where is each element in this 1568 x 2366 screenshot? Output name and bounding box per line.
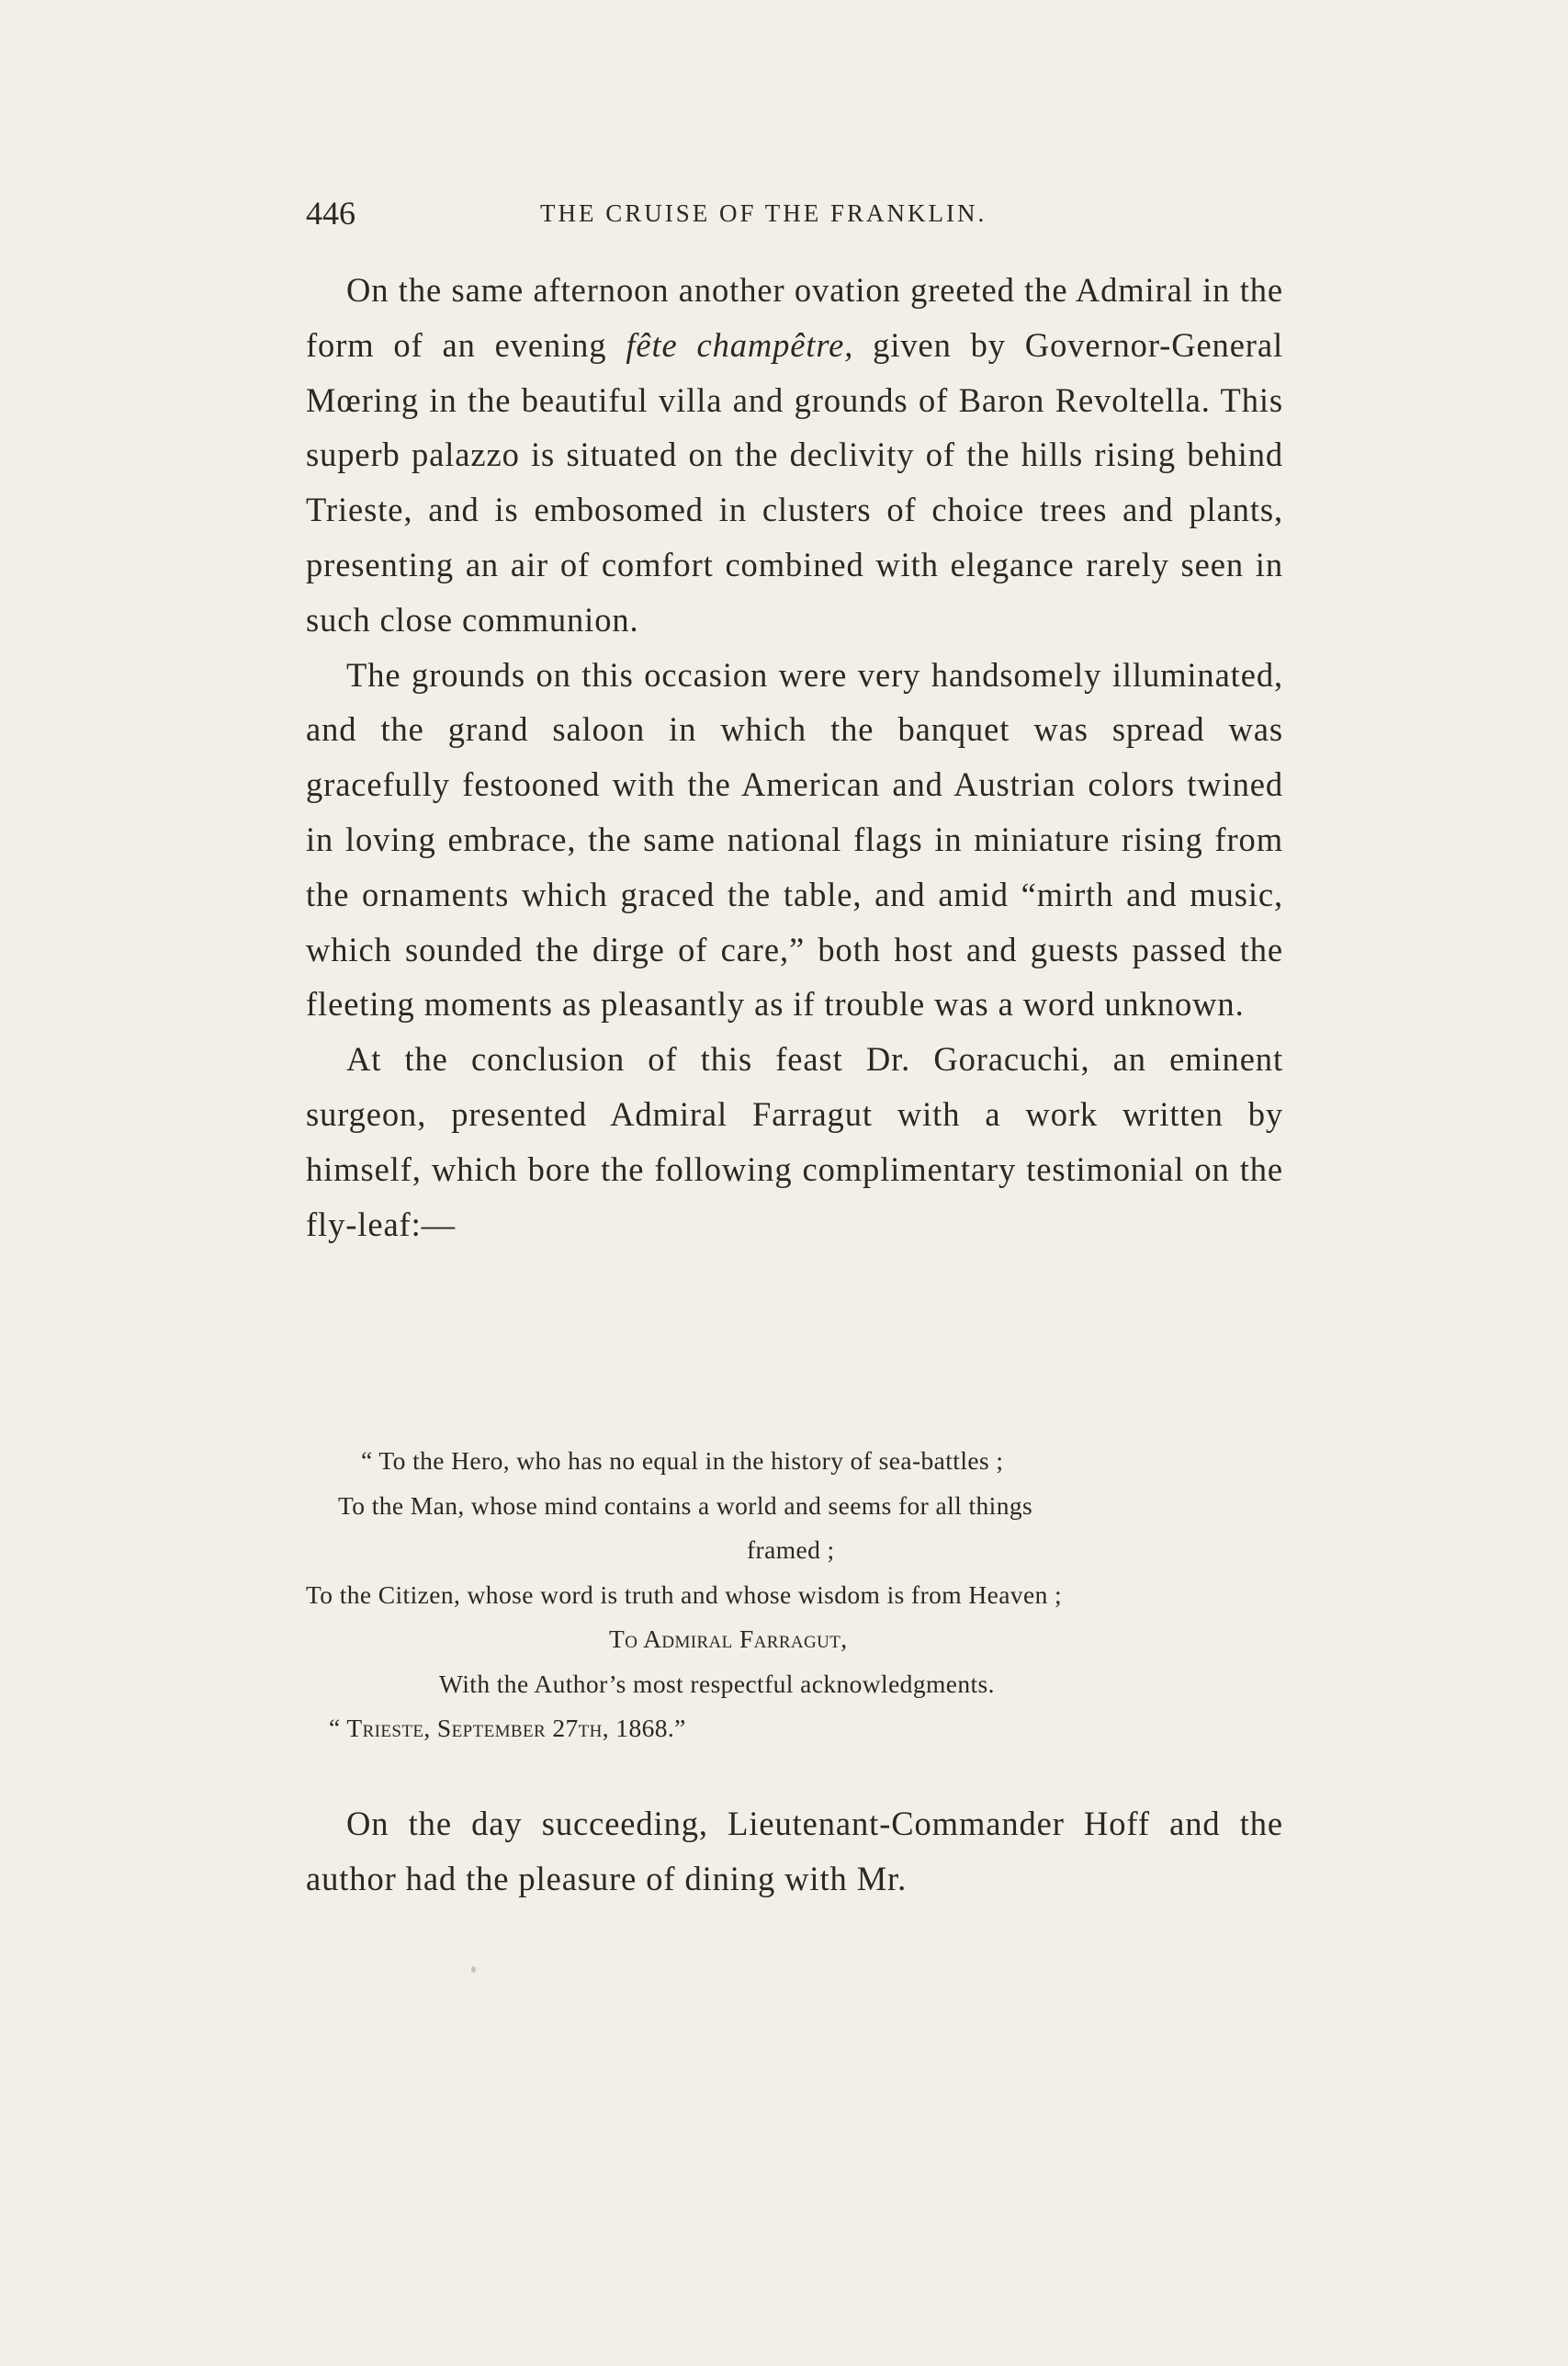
paragraph-3: At the conclusion of this feast Dr. Goracuchi, an eminent surgeon, presented Admiral Farragut with a work written by himself, which bore the following complimentary testimonial on the fly-leaf:—: [306, 1040, 1283, 1243]
paragraph-4: On the day succeeding, Lieutenant-Commander Hoff and the author had the pleasure of dining with Mr.: [306, 1805, 1283, 1897]
closing-text: [306, 1796, 1283, 1907]
quote-line-4: To the Citizen, whose word is truth and whose wisdom is from Heaven ;: [306, 1579, 1063, 1609]
quote-line-6: With the Author’s most respectful acknowledgments.: [439, 1669, 995, 1698]
paragraph-1-italic-phrase: fête champêtre,: [626, 325, 854, 364]
page-number: 446: [306, 195, 355, 232]
quote-line-7: “ Trieste, September 27th, 1868.”: [329, 1714, 686, 1742]
main-text: [306, 263, 1283, 1251]
quote-line-1: “ To the Hero, who has no equal in the history of sea-battles ;: [361, 1446, 1004, 1475]
paragraph-2: The grounds on this occasion were very handsomely illuminated, and the grand saloon in which the banquet was spread was gracefully festooned with the American and Austrian colors twined in loving embrace, the same national flags in miniature rising from the ornaments which graced the table, and amid “mirth and music, which sounded the dirge of care,” both host and guests passed the fleeting moments as pleasantly as if trouble was a word unknown.: [306, 655, 1283, 1024]
page-header: [306, 195, 1283, 232]
paper-speck: [471, 1966, 476, 1973]
paragraph-1: [306, 263, 1283, 648]
quote-line-3: framed ;: [747, 1535, 835, 1564]
paragraph-1-text-b: given by Governor-General Mœring in the beautiful villa and grounds of Baron Revoltella. This superb palazzo is situated on the declivity of the hills rising behind Trieste, and is embosomed in clusters of choice trees and plants, presenting an air of comfort combined with elegance rarely seen in such close communion.: [306, 325, 1284, 639]
running-head: THE CRUISE OF THE FRANKLIN.: [540, 199, 987, 227]
quote-line-2: To the Man, whose mind contains a world and seems for all things: [338, 1490, 1033, 1520]
quote-line-5: To Admiral Farragut,: [609, 1625, 848, 1653]
dedication-quote: [306, 1439, 1283, 1751]
paragraph-1-text-a: On the same afternoon another ovation greeted the Admiral in the form of an evening: [306, 271, 1283, 364]
